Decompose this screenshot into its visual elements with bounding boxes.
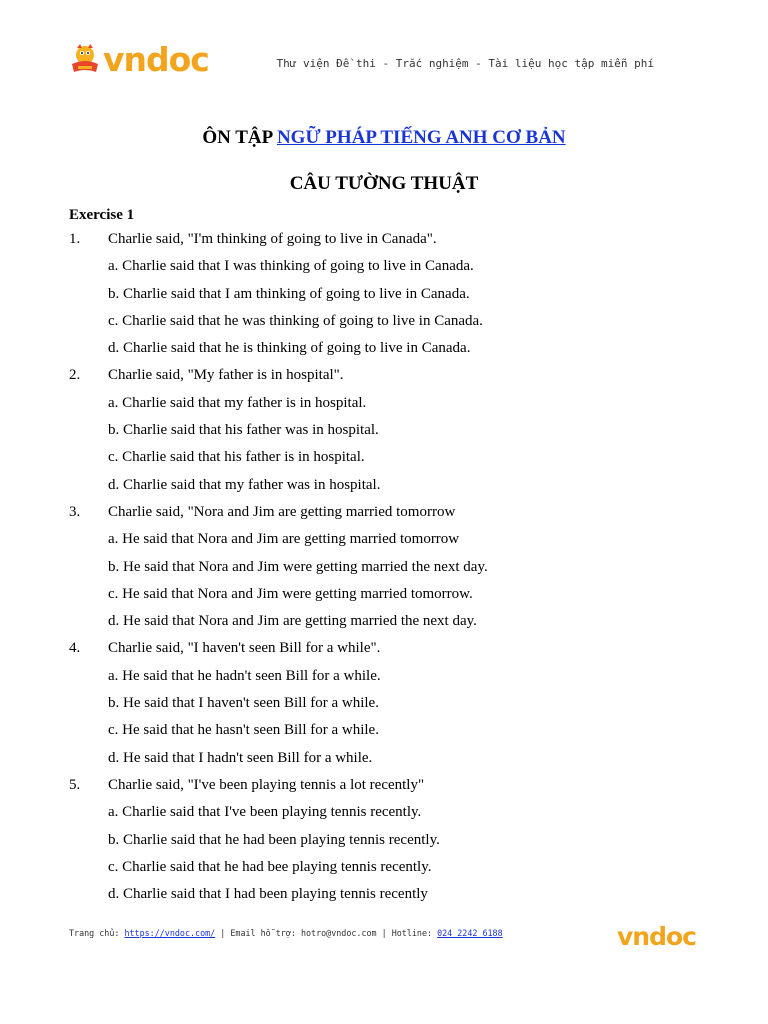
question-number: 4. bbox=[69, 640, 81, 657]
question-text: Charlie said, "My father is in hospital". bbox=[108, 367, 344, 384]
question-text: Charlie said, "I've been playing tennis a lot recently" bbox=[108, 776, 425, 793]
title-prefix: ÔN TẬP bbox=[202, 127, 277, 148]
question bbox=[69, 499, 709, 526]
answer-option: a. He said that he hadn't seen Bill for a while. bbox=[108, 667, 381, 684]
answer-option: c. He said that Nora and Jim were getting married tomorrow. bbox=[108, 585, 473, 602]
question-block bbox=[69, 226, 709, 362]
answer-option: a. Charlie said that I've been playing tennis recently. bbox=[108, 804, 422, 821]
answer-option: a. Charlie said that my father is in hospital. bbox=[108, 394, 367, 411]
footer-text bbox=[69, 928, 503, 938]
footer-email-label: | Email hỗ trợ: hotro@vndoc.com | Hotline: bbox=[215, 928, 438, 938]
answer-option: b. He said that Nora and Jim were getting married the next day. bbox=[108, 558, 488, 575]
question-block bbox=[69, 362, 709, 498]
page-header bbox=[68, 40, 668, 100]
page-title bbox=[0, 127, 768, 149]
answer-option: a. He said that Nora and Jim are getting married tomorrow bbox=[108, 531, 460, 548]
question-block bbox=[69, 772, 709, 908]
question-number: 3. bbox=[69, 503, 81, 520]
footer-home-link[interactable]: https://vndoc.com/ bbox=[124, 928, 216, 938]
answer-option: c. Charlie said that he had bee playing tennis recently. bbox=[108, 858, 432, 875]
page-subtitle: CÂU TƯỜNG THUẬT bbox=[289, 173, 479, 194]
header-tagline: Thư viện Đề thi - Trắc nghiệm - Tài liệu học tập miễn phí bbox=[276, 57, 654, 70]
question-text: Charlie said, "Nora and Jim are getting married tomorrow bbox=[108, 503, 456, 520]
answer-option: b. Charlie said that I am thinking of going to live in Canada. bbox=[108, 285, 470, 302]
question-text: Charlie said, "I haven't seen Bill for a while". bbox=[108, 640, 381, 657]
page-footer bbox=[68, 922, 708, 952]
question bbox=[69, 226, 709, 253]
exercise-content bbox=[69, 204, 709, 908]
footer-home-label: Trang chủ: bbox=[69, 928, 125, 938]
footer-vndoc-logo[interactable]: vndoc bbox=[617, 922, 696, 951]
answer-option: a. Charlie said that I was thinking of going to live in Canada. bbox=[108, 258, 474, 275]
question-number: 2. bbox=[69, 367, 81, 384]
answer-option: d. He said that I hadn't seen Bill for a while. bbox=[108, 749, 373, 766]
logo-text: vndoc bbox=[103, 39, 209, 79]
answer-option: b. Charlie said that his father was in hospital. bbox=[108, 422, 379, 439]
answer-option: c. Charlie said that he was thinking of going to live in Canada. bbox=[108, 312, 483, 329]
answer-option: d. Charlie said that he is thinking of going to live in Canada. bbox=[108, 340, 471, 357]
question-number: 5. bbox=[69, 776, 81, 793]
footer-hotline-link[interactable]: 024 2242 6188 bbox=[437, 928, 503, 938]
question-block bbox=[69, 635, 709, 771]
answer-option: d. Charlie said that my father was in hospital. bbox=[108, 476, 381, 493]
question-number: 1. bbox=[69, 231, 81, 247]
title-link[interactable]: NGỮ PHÁP TIẾNG ANH CƠ BẢN bbox=[276, 127, 566, 148]
question-text: Charlie said, "I'm thinking of going to live in Canada". bbox=[108, 231, 437, 247]
answer-option: c. Charlie said that his father is in hospital. bbox=[108, 449, 365, 466]
answer-option: b. He said that I haven't seen Bill for a while. bbox=[108, 695, 379, 712]
answer-option: c. He said that he hasn't seen Bill for a while. bbox=[108, 722, 379, 739]
exercise-label: Exercise 1 bbox=[69, 207, 135, 223]
answer-option: d. Charlie said that I had been playing tennis recently bbox=[108, 886, 428, 903]
answer-option: b. Charlie said that he had been playing tennis recently. bbox=[108, 831, 440, 848]
answer-option: d. He said that Nora and Jim are getting married the next day. bbox=[108, 613, 477, 630]
mascot-icon bbox=[68, 42, 102, 76]
vndoc-logo[interactable] bbox=[68, 39, 209, 79]
question bbox=[69, 362, 709, 389]
question-block bbox=[69, 499, 709, 635]
question bbox=[69, 772, 709, 799]
question bbox=[69, 635, 709, 662]
